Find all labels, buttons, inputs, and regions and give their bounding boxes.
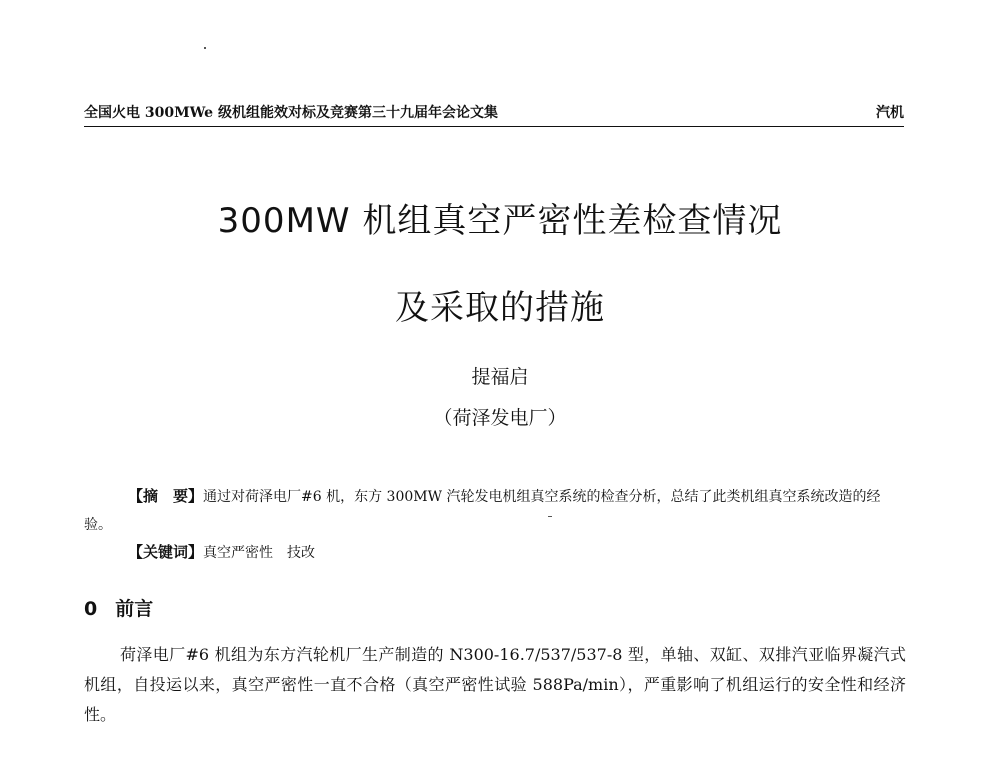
scan-speck: [204, 47, 206, 49]
author-affiliation: （荷泽发电厂）: [433, 407, 567, 429]
running-header: [84, 102, 904, 127]
author-name: 提福启: [471, 366, 529, 388]
section-title: 前言: [115, 598, 154, 620]
section-label: 汽机: [876, 105, 904, 121]
keywords: [128, 538, 315, 567]
abstract-label: 【摘 要】: [128, 487, 204, 505]
abstract: [84, 482, 904, 539]
paper-title-line-1: 300MW 机组真空严密性差检查情况: [217, 201, 783, 241]
abstract-text: 通过对荷泽电厂#6 机，东方 300MW 汽轮发电机组真空系统的检查分析，总结了此类机组真空系统改造的经验。: [84, 489, 881, 533]
conference-title: 全国火电 300MWe 级机组能效对标及竞赛第三十九届年会论文集: [84, 105, 498, 121]
section-number: 0: [84, 598, 98, 620]
keywords-label: 【关键词】: [128, 543, 204, 561]
section-heading: [84, 594, 153, 621]
keywords-text: 真空严密性 技改: [203, 545, 316, 561]
paper-title-line-2: 及采取的措施: [395, 288, 605, 328]
body-paragraph: 荷泽电厂#6 机组为东方汽轮机厂生产制造的 N300-16.7/537/537-8 型，单轴、双缸、双排汽亚临界凝汽式机组，自投运以来，真空严密性一直不合格（真空严密性试验 588Pa/min），严重影响了机组运行的安全性和经济性。: [84, 645, 906, 724]
